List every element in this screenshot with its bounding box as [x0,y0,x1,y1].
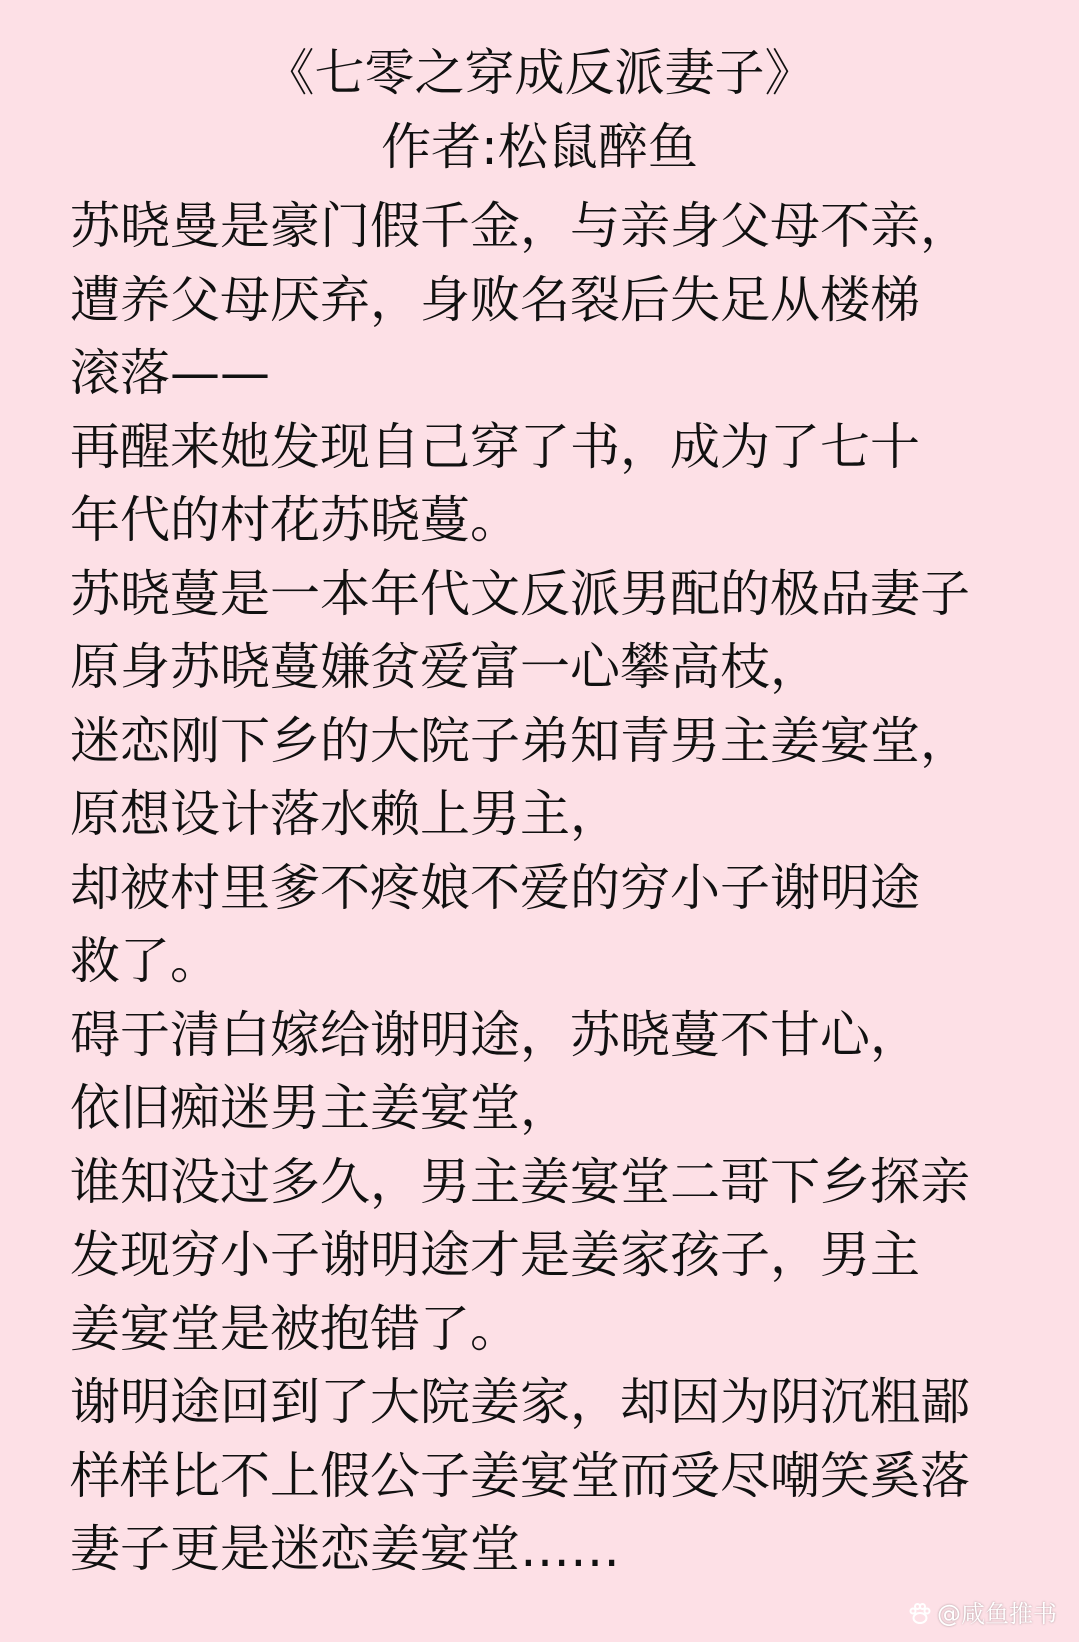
text-line: 再醒来她发现自己穿了书，成为了七十 [70,417,920,476]
text-line: 滚落—— [70,344,270,402]
text-line: 苏晓蔓是一本年代文反派男配的极品妻子 [70,564,970,623]
text-line: 谢明途回到了大院姜家，却因为阴沉粗鄙 [70,1373,970,1431]
watermark-text: @咸鱼推书 [937,1600,1057,1628]
text-line: 迷恋刚下乡的大院子弟知青男主姜宴堂， [70,711,970,770]
book-title: 《七零之穿成反派妻子》 [264,44,815,102]
text-line: 遭养父母厌弃，身败名裂后失足从楼梯 [70,270,920,329]
text-line: 原想设计落水赖上男主， [70,785,620,843]
text-line: 姜宴堂是被抱错了。 [70,1299,520,1358]
text-line: 苏晓曼是豪门假千金，与亲身父母不亲， [70,197,970,255]
author-line: 作者:松鼠醉鱼 [381,118,698,176]
text-line: 谁知没过多久，男主姜宴堂二哥下乡探亲 [70,1152,970,1211]
text-line: 原身苏晓蔓嫌贫爱富一心攀高枝， [70,638,820,696]
text-line: 发现穷小子谢明途才是姜家孩子，男主 [70,1226,920,1284]
text-line: 却被村里爹不疼娘不爱的穷小子谢明途 [70,858,920,917]
synopsis-text [70,190,1070,1587]
paw-icon [907,1601,933,1627]
text-line: 救了。 [70,932,220,990]
watermark [907,1600,1057,1628]
text-line: 妻子更是迷恋姜宴堂…… [70,1520,620,1578]
text-line: 依旧痴迷男主姜宴堂， [70,1079,570,1137]
text-line: 年代的村花苏晓蔓。 [70,491,520,549]
text-line: 样样比不上假公子姜宴堂而受尽嘲笑奚落 [70,1446,970,1505]
text-line: 碍于清白嫁给谢明途，苏晓蔓不甘心， [70,1005,920,1064]
